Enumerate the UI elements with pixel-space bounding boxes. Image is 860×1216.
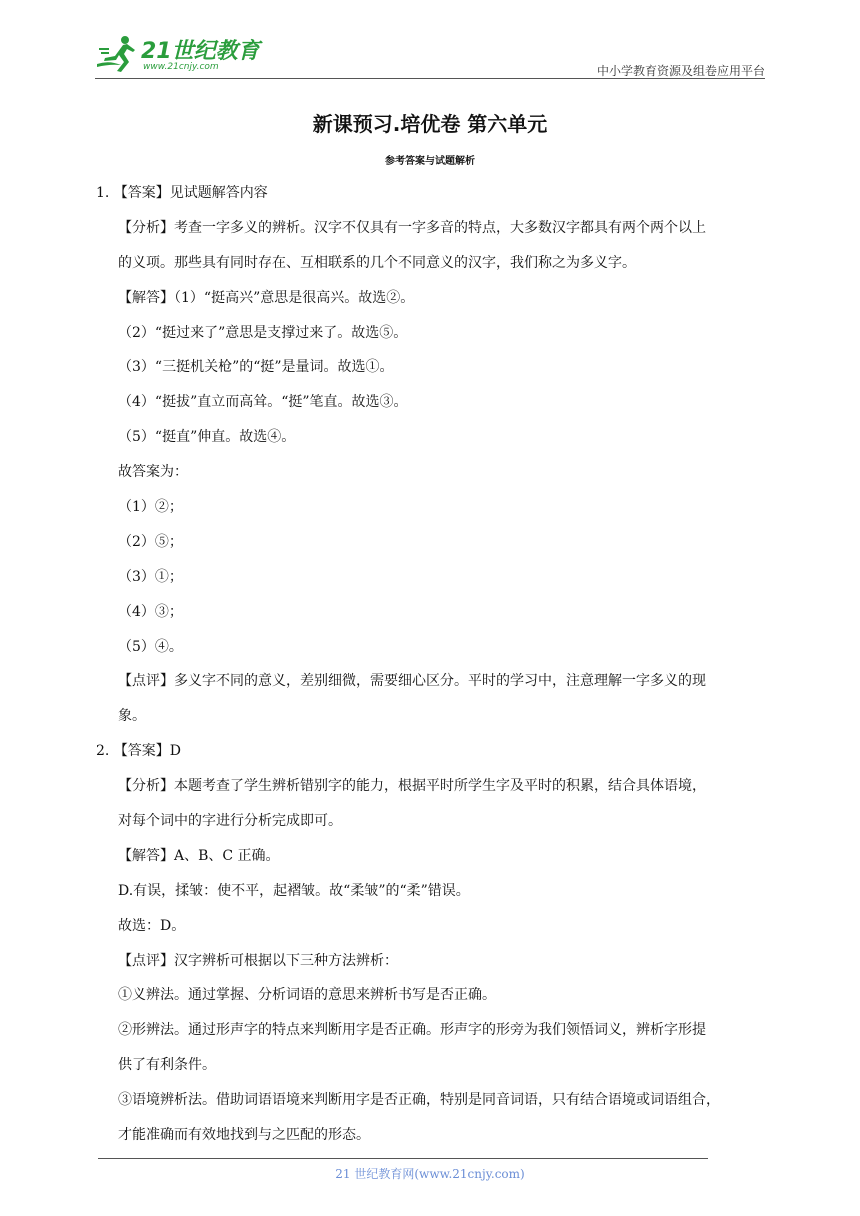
- comment-line: 象。: [118, 708, 146, 725]
- answer-summary-label: 故答案为：: [118, 464, 188, 481]
- footer-divider: [98, 1158, 708, 1159]
- solution-line: （4）“挺拔”直立而高耸。“挺”笔直。故选③。: [118, 394, 408, 411]
- header-divider: [95, 78, 765, 79]
- answer-content: [96, 183, 768, 1160]
- solution-line: （2）“挺过来了”意思是支撑过来了。故选⑤。: [118, 324, 408, 341]
- comment-line: ②形辨法。通过形声字的特点来判断用字是否正确。形声字的形旁为我们领悟词义，辨析字形提: [118, 1022, 706, 1039]
- logo-text: 21世纪教育: [141, 39, 260, 64]
- comment-line: ①义辨法。通过掌握、分析词语的意思来辨析书写是否正确。: [118, 987, 496, 1004]
- answer-item: （4）③；: [118, 603, 183, 620]
- question-2-answer: 2. 【答案】D: [96, 743, 182, 760]
- comment-line: ③语境辨析法。借助词语语境来判断用字是否正确，特别是同音词语，只有结合语境或词语组合，: [118, 1092, 720, 1109]
- answer-item: （2）⑤；: [118, 533, 183, 550]
- comment-line: 【点评】汉字辨析可根据以下三种方法辨析：: [118, 952, 398, 969]
- solution-line: 【解答】A、B、C 正确。: [118, 847, 280, 864]
- runner-logo-icon: [95, 34, 141, 74]
- comment-line: 供了有利条件。: [118, 1057, 216, 1074]
- page-title: 新课预习.培优卷 第六单元: [312, 112, 548, 136]
- solution-line: D.有误，揉皱：使不平，起褶皱。故“柔皱”的“柔”错误。: [118, 882, 470, 899]
- comment-line: 【点评】多义字不同的意义，差别细微，需要细心区分。平时的学习中，注意理解一字多义的现: [118, 673, 706, 690]
- page-footer: 21 世纪教育网(www.21cnjy.com): [335, 1167, 525, 1181]
- answer-item: （3）①；: [118, 568, 183, 585]
- solution-line: 故选：D。: [118, 917, 186, 934]
- page-subtitle: 参考答案与试题解析: [385, 156, 475, 167]
- platform-label: 中小学教育资源及组卷应用平台: [596, 64, 765, 78]
- solution-line: 【解答】（1）“挺高兴”意思是很高兴。故选②。: [118, 289, 415, 306]
- analysis-line: 【分析】考查一字多义的辨析。汉字不仅具有一字多音的特点，大多数汉字都具有两个两个以上: [118, 219, 706, 236]
- logo-url: www.21cnjy.com: [143, 62, 219, 72]
- analysis-line: 对每个词中的字进行分析完成即可。: [118, 813, 342, 830]
- page-header: [95, 30, 765, 80]
- analysis-line: 【分析】本题考查了学生辨析错别字的能力，根据平时所学生字及平时的积累，结合具体语境，: [118, 778, 706, 795]
- answer-item: （5）④。: [118, 638, 183, 655]
- question-1-answer: 1. 【答案】见试题解答内容: [96, 185, 268, 201]
- solution-line: （3）“三挺机关枪”的“挺”是量词。故选①。: [118, 359, 394, 376]
- analysis-line: 的义项。那些具有同时存在、互相联系的几个不同意义的汉字，我们称之为多义字。: [118, 254, 636, 271]
- answer-item: （1）②；: [118, 499, 183, 516]
- site-logo: [95, 34, 265, 74]
- solution-line: （5）“挺直”伸直。故选④。: [118, 429, 296, 446]
- comment-line: 才能准确而有效地找到与之匹配的形态。: [118, 1127, 370, 1144]
